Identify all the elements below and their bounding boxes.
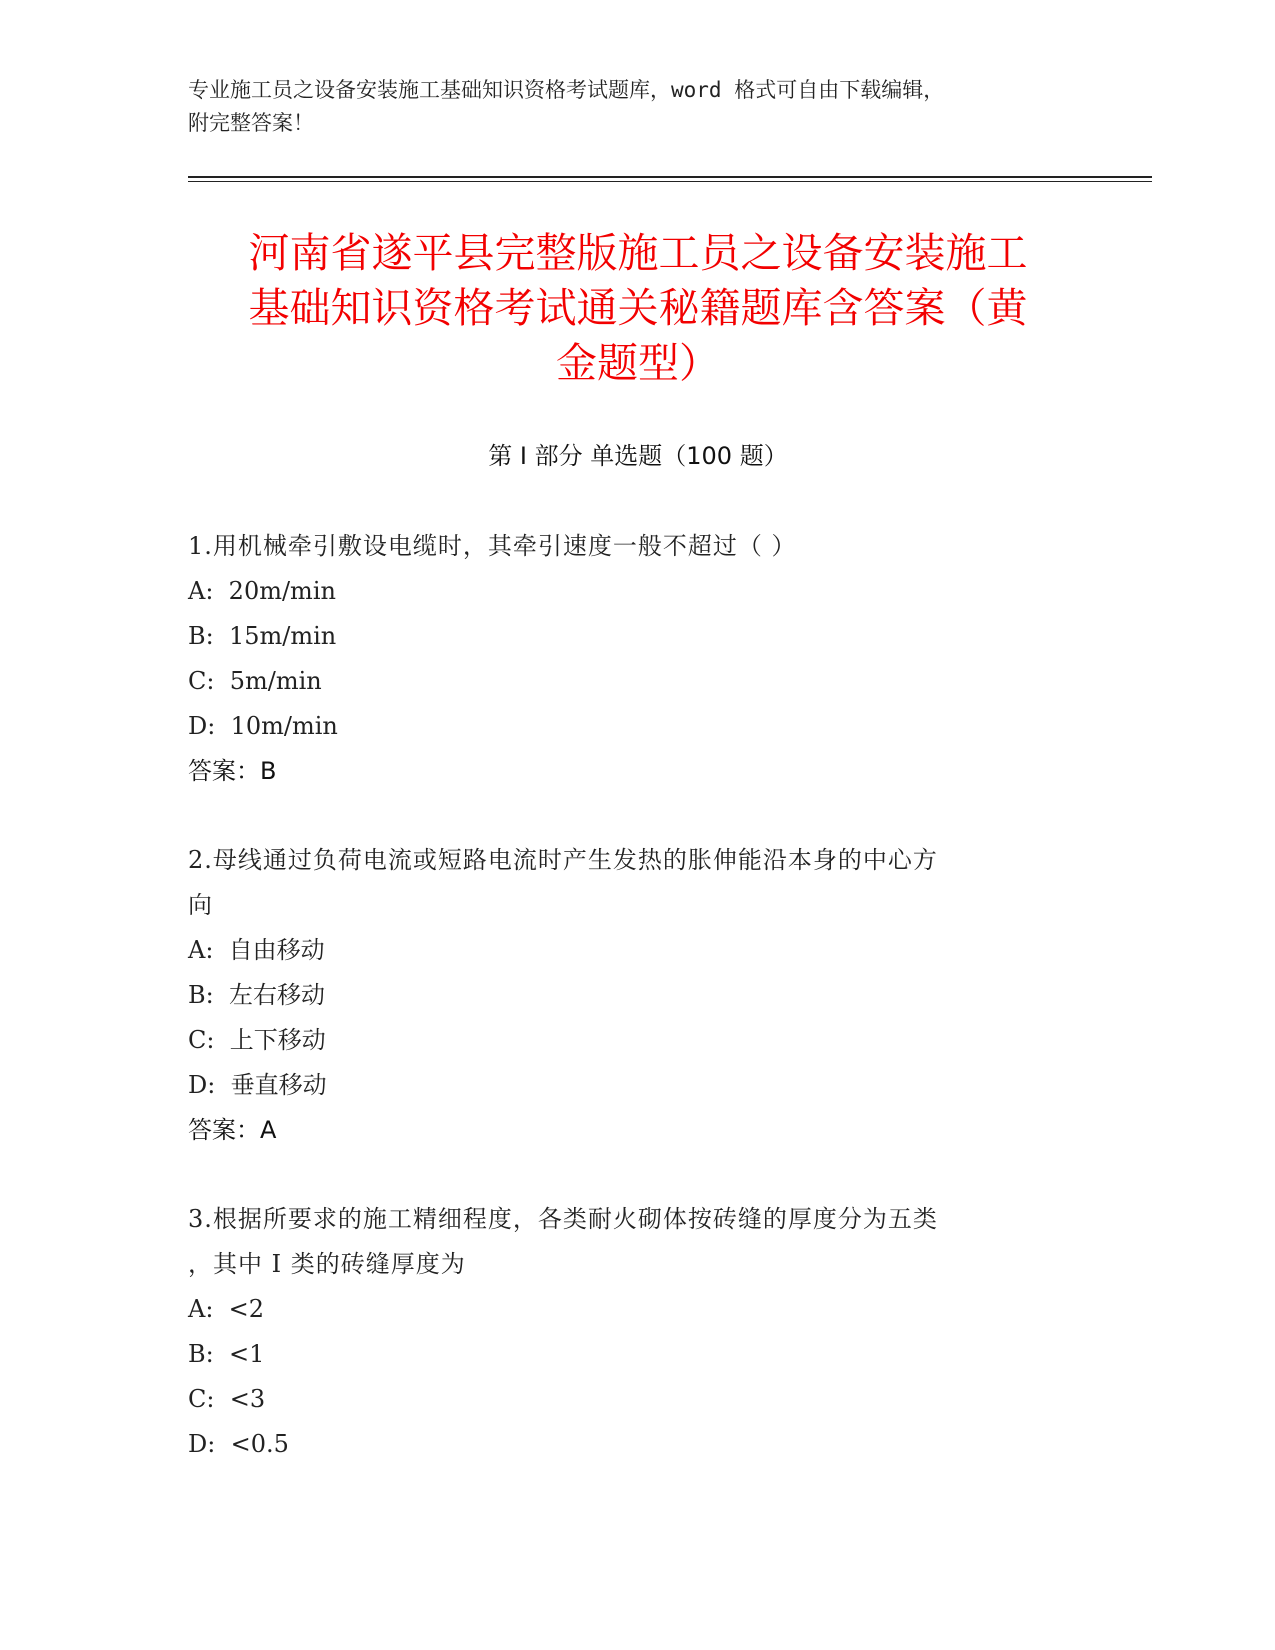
header-divider-thin [188, 181, 1152, 182]
answer: 答案：B [188, 757, 277, 785]
option-b: B: 15m/min [188, 622, 337, 650]
answer: 答案：A [188, 1116, 277, 1144]
question-list [188, 524, 1068, 1511]
option-c: C: 5m/min [188, 667, 322, 695]
question-text-line-1: 2.母线通过负荷电流或短路电流时产生发热的胀伸能沿本身的中心方 [188, 846, 938, 874]
option-b: B: <1 [188, 1340, 265, 1368]
question-text-line-2: 向 [188, 891, 213, 919]
option-b: B: 左右移动 [188, 981, 325, 1009]
option-d: D: 10m/min [188, 712, 338, 740]
header-note [188, 74, 1068, 140]
option-c: C: <3 [188, 1385, 266, 1413]
document-title [188, 226, 1088, 391]
option-d: D: <0.5 [188, 1430, 289, 1458]
question-3 [188, 1197, 1068, 1467]
header-divider-thick [188, 176, 1152, 178]
document-title-line-2: 基础知识资格考试通关秘籍题库含答案（黄 [248, 284, 1028, 332]
option-d: D: 垂直移动 [188, 1071, 327, 1099]
document-title-line-3: 金题型） [556, 339, 720, 387]
option-a: A: <2 [188, 1295, 265, 1323]
question-text: 1.用机械牵引敷设电缆时，其牵引速度一般不超过（ ） [188, 532, 797, 560]
question-text-line-1: 3.根据所要求的施工精细程度，各类耐火砌体按砖缝的厚度分为五类 [188, 1205, 938, 1233]
option-a: A: 20m/min [188, 577, 336, 605]
question-1 [188, 524, 1068, 794]
option-a: A: 自由移动 [188, 936, 325, 964]
question-text-line-2: ，其中 I 类的砖缝厚度为 [188, 1250, 466, 1278]
question-2 [188, 838, 1068, 1153]
document-title-line-1: 河南省遂平县完整版施工员之设备安装施工 [248, 229, 1028, 277]
section-title: 第 I 部分 单选题（100 题） [488, 442, 788, 470]
header-note-line-1: 专业施工员之设备安装施工基础知识资格考试题库，word 格式可自由下载编辑， [188, 78, 945, 102]
header-note-line-2: 附完整答案！ [188, 111, 314, 135]
option-c: C: 上下移动 [188, 1026, 326, 1054]
